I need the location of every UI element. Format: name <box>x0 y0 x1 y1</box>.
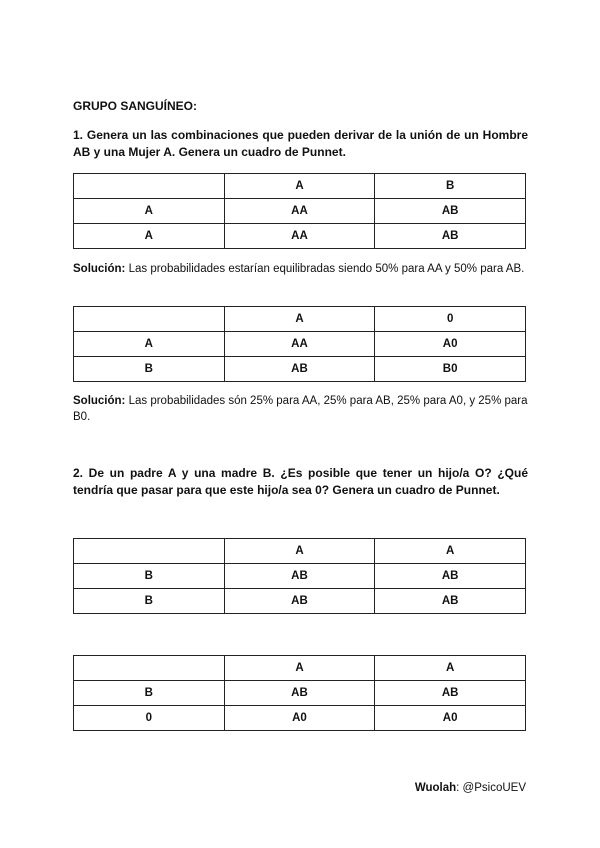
table-cell: 0 <box>74 706 225 731</box>
table-header-row <box>74 539 526 564</box>
table-cell: A0 <box>224 706 375 731</box>
solution-text: Las probabilidades estarían equilibradas siendo 50% para AA y 50% para AB. <box>125 263 525 275</box>
table-row <box>74 589 526 614</box>
table-cell: B <box>74 681 225 706</box>
footer-credit <box>415 782 526 794</box>
footer-handle: : @PsicoUEV <box>456 782 526 794</box>
table-cell: B <box>74 357 225 382</box>
table-cell: AA <box>224 199 375 224</box>
table-header-row <box>74 656 526 681</box>
table-cell: AA <box>224 224 375 249</box>
table-cell: A <box>224 307 375 332</box>
table-cell: A <box>74 332 225 357</box>
table-cell: A0 <box>375 332 526 357</box>
table-cell <box>74 656 225 681</box>
solution-label: Solución: <box>73 263 126 275</box>
solution-label: Solución: <box>73 395 126 407</box>
table-cell: AB <box>224 564 375 589</box>
punnet-table-2 <box>73 306 526 382</box>
solution-text: Las probabilidades són 25% para AA, 25% para AB, 25% para A0, y 25% para B0. <box>73 395 528 423</box>
table-cell: AB <box>375 199 526 224</box>
table-cell: A <box>74 224 225 249</box>
table-cell: 0 <box>375 307 526 332</box>
table-cell: B <box>74 589 225 614</box>
table-cell: A <box>224 539 375 564</box>
table-row <box>74 564 526 589</box>
table-cell: A <box>74 199 225 224</box>
punnet-table-3 <box>73 538 526 614</box>
table-cell: AB <box>224 681 375 706</box>
table-header-row <box>74 174 526 199</box>
table-cell: AB <box>375 224 526 249</box>
solution-1 <box>73 262 528 278</box>
table-cell: AB <box>375 681 526 706</box>
table-cell: B <box>375 174 526 199</box>
table-cell: AB <box>224 357 375 382</box>
table-row <box>74 357 526 382</box>
question-1: 1. Genera un las combinaciones que pueden derivar de la unión de un Hombre AB y una Mujer A. Genera un cuadro de Punnet. <box>73 128 528 159</box>
table-header-row <box>74 307 526 332</box>
table-cell: AB <box>224 589 375 614</box>
table-cell: AA <box>224 332 375 357</box>
solution-2 <box>73 394 528 425</box>
table-row <box>74 199 526 224</box>
table-cell <box>74 307 225 332</box>
question-2: 2. De un padre A y una madre B. ¿Es posible que tener un hijo/a O? ¿Qué tendría que pasar para que este hijo/a sea 0? Genera un cuadro de Punnet. <box>73 466 528 497</box>
table-row <box>74 332 526 357</box>
table-cell: A <box>224 656 375 681</box>
table-row <box>74 706 526 731</box>
table-cell: A <box>375 539 526 564</box>
table-cell: A <box>224 174 375 199</box>
table-cell <box>74 174 225 199</box>
table-cell: A0 <box>375 706 526 731</box>
punnet-table-4 <box>73 655 526 731</box>
table-cell: B <box>74 564 225 589</box>
table-row <box>74 681 526 706</box>
table-row <box>74 224 526 249</box>
footer-brand: Wuolah <box>414 782 457 794</box>
table-cell: A <box>375 656 526 681</box>
table-cell: B0 <box>375 357 526 382</box>
table-cell: AB <box>375 589 526 614</box>
table-cell <box>74 539 225 564</box>
punnet-table-1 <box>73 173 526 249</box>
table-cell: AB <box>375 564 526 589</box>
section-heading: GRUPO SANGUÍNEO: <box>73 99 198 113</box>
